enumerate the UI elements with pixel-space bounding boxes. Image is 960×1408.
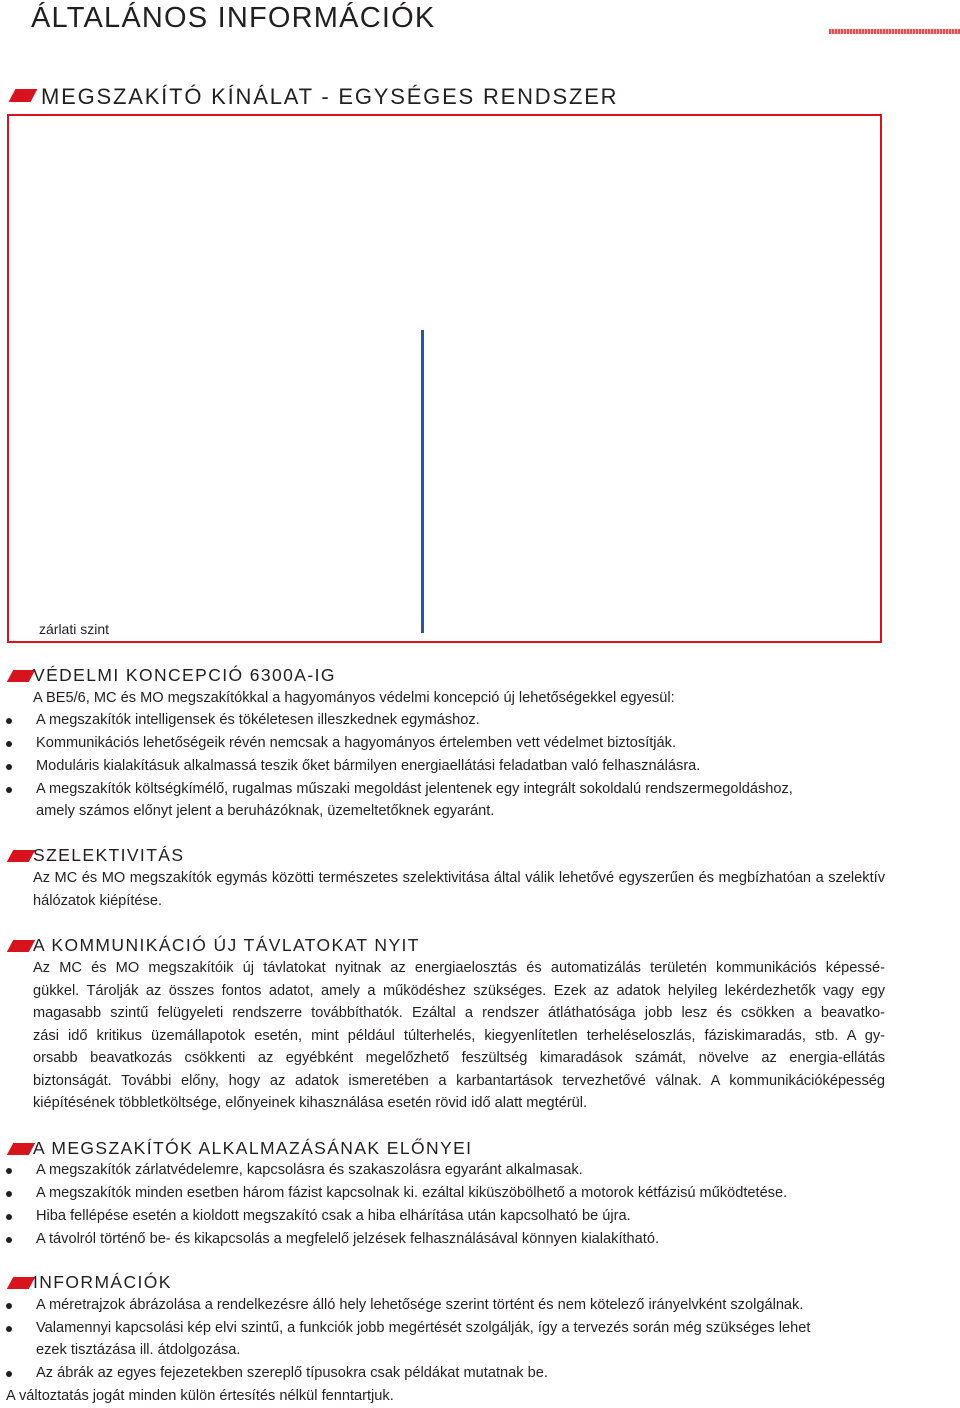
list-item: A méretrajzok ábrázolása a rendelkezésre álló hely lehetősége szerint történt és nem kötelező irányelvként szolgálnak. <box>36 1297 804 1313</box>
bullet-icon <box>6 1237 12 1243</box>
bullet-icon <box>6 764 12 770</box>
footer-note: A változtatás jogát minden külön értesítés nélkül fenntartjuk. <box>6 1388 394 1404</box>
section-title-protection: VÉDELMI KONCEPCIÓ 6300A-IG <box>33 665 336 685</box>
section-title-information: INFORMÁCIÓK <box>33 1272 172 1292</box>
section-title-communication: A KOMMUNIKÁCIÓ ÚJ TÁVLATOKAT NYIT <box>33 935 420 955</box>
list-item: A megszakítók zárlatvédelemre, kapcsolásra és szakaszolásra egyaránt alkalmasak. <box>36 1162 583 1178</box>
corner-decoration <box>829 29 960 34</box>
paragraph-line: Az MC és MO megszakítóik új távlatokat nyitnak az energiaelosztás és automatizálás területén kommunikációs képessé- <box>33 960 885 976</box>
section-marker-icon <box>7 850 35 862</box>
section-title-advantages: A MEGSZAKÍTÓK ALKALMAZÁSÁNAK ELŐNYEI <box>33 1138 473 1158</box>
bullet-icon <box>6 1168 12 1174</box>
list-item: A megszakítók költségkímélő, rugalmas műszaki megoldást jelentenek egy integrált sokoldalú rendszermegoldáshoz, <box>36 781 793 797</box>
paragraph-line: kiépítésének többletköltsége, előnyeinek kihasználása esetén rövid idő alatt megtérül. <box>33 1095 588 1111</box>
list-item: Moduláris kialakításuk alkalmassá teszik őket bármilyen energiaellátási feladatban való felhasználásra. <box>36 758 701 774</box>
communication-paragraph <box>33 957 885 1115</box>
page-title: ÁLTALÁNOS INFORMÁCIÓK <box>31 2 436 34</box>
protection-intro: A BE5/6, MC és MO megszakítókkal a hagyományos védelmi koncepció új lehetőségekkel egyesül: <box>33 690 675 706</box>
section-marker-icon <box>9 89 38 102</box>
list-item: Valamennyi kapcsolási kép elvi szintű, a funkciók jobb megértését szolgálják, így a tervezés során még szükséges lehet <box>36 1320 811 1336</box>
list-item-continuation: ezek tisztázása ill. átdolgozása. <box>36 1342 241 1358</box>
selectivity-text: Az MC és MO megszakítók egymás közötti természetes szelektivitása által válik lehetővé egyszerűen és megbízhatóan a szelektív hálózatok kiépítése. <box>33 870 885 909</box>
paragraph-line: orsabb beavatkozás csökkenti az egyébként megelőzhető feszültség kimaradások számát, növelve az energia-ellátás <box>33 1050 885 1066</box>
bullet-icon <box>6 1303 12 1309</box>
list-item-continuation: amely számos előnyt jelent a beruházóknak, üzemeltetőknek egyaránt. <box>36 803 495 819</box>
bullet-icon <box>6 741 12 747</box>
section-marker-icon <box>7 1277 35 1289</box>
section-title-offer: MEGSZAKÍTÓ KÍNÁLAT - EGYSÉGES RENDSZER <box>41 84 619 109</box>
section-marker-icon <box>7 1143 35 1155</box>
diagram-label: zárlati szint <box>39 621 110 637</box>
paragraph-line: biztonságát. További előny, hogy az adatok ismeretében a karbantartások tervezhetővé válnak. A kommunikációképesség <box>33 1072 885 1089</box>
section-marker-icon <box>7 940 35 952</box>
paragraph-line: zási idő kritikus üzemállapotok esetén, mint például túlterhelés, kiegyenlítetlen terheléseloszlás, fáziskimaradás, stb. A gy- <box>33 1027 885 1044</box>
bullet-icon <box>6 1191 12 1197</box>
section-title-selectivity: SZELEKTIVITÁS <box>33 845 185 865</box>
bullet-icon <box>6 1371 12 1377</box>
list-item: A megszakítók minden esetben három fázist kapcsolnak ki. ezáltal kiküszöbölhető a motorok kétfázisú működtetése. <box>36 1185 788 1201</box>
diagram-divider-line <box>421 330 424 633</box>
list-item: A távolról történő be- és kikapcsolás a megfelelő jelzések felhasználásával könnyen kialakítható. <box>36 1231 660 1247</box>
bullet-icon <box>6 1326 12 1332</box>
list-item: Az ábrák az egyes fejezetekben szereplő típusokra csak példákat mutatnak be. <box>36 1365 548 1381</box>
list-item: Kommunikációs lehetőségeik révén nemcsak a hagyományos értelemben vett védelmet biztosítják. <box>36 735 677 751</box>
bullet-icon <box>6 787 12 793</box>
list-item: Hiba fellépése esetén a kioldott megszakító csak a hiba elhárítása után kapcsolható be újra. <box>36 1208 631 1224</box>
list-item: A megszakítók intelligensek és tökéletesen illeszkednek egymáshoz. <box>36 712 480 728</box>
bullet-icon <box>6 1214 12 1220</box>
paragraph-line: magasabb szintű felügyeleti rendszerre továbbíthatók. Ezáltal a rendszer átláthatósága jobb lesz és csökken a beavatko- <box>33 1005 885 1021</box>
bullet-icon <box>6 718 12 724</box>
section-marker-icon <box>7 670 35 682</box>
paragraph-line: gükkel. Tárolják az összes fontos adatot, amely a működéshez szükséges. Ezek az adatok helyileg lekérdezhetők vagy egy <box>33 982 885 999</box>
diagram-frame <box>7 114 882 643</box>
